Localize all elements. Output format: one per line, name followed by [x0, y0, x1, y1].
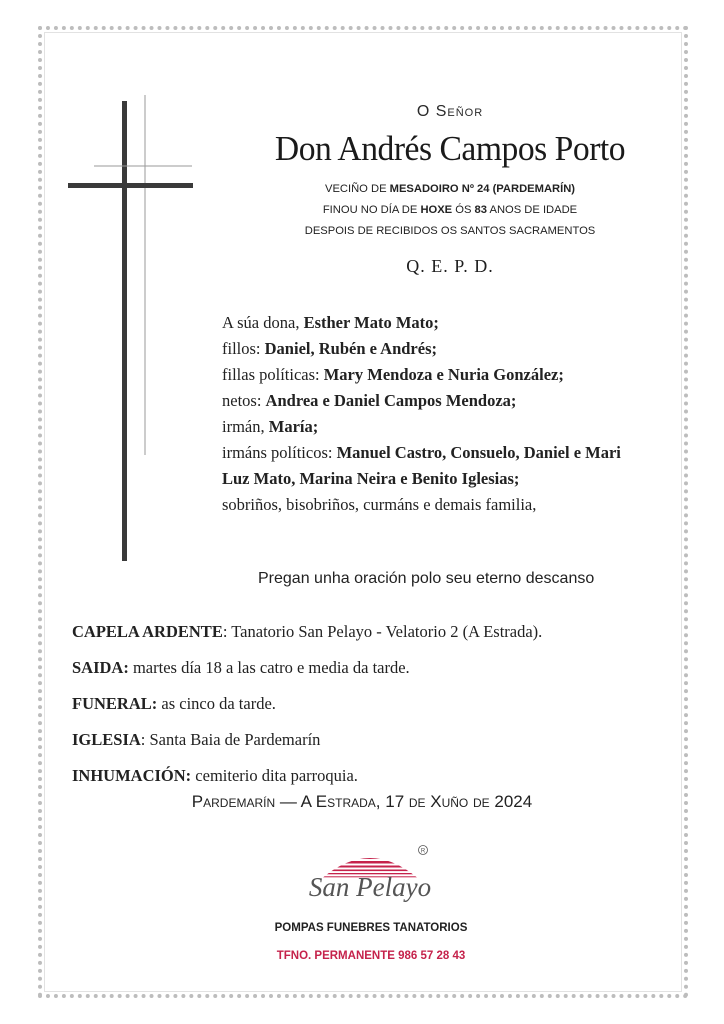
company-tagline: POMPAS FUNEBRES TANATORIOS [274, 922, 468, 934]
family-list [222, 310, 682, 518]
event-row: INHUMACIÓN: cemiterio dita parroquia. [72, 766, 358, 785]
family-line: netos: Andrea e Daniel Campos Mendoza; [222, 391, 517, 410]
info-block [240, 179, 660, 242]
registered-mark: R [420, 848, 426, 855]
family-line: irmán, María; [222, 417, 319, 436]
place-date: Pardemarín — A Estrada, 17 de Xuño de 2024 [191, 792, 533, 811]
info-line-residence: VECIÑO DE MESADOIRO Nº 24 (PARDEMARÍN) [324, 183, 576, 195]
events-list [72, 620, 542, 800]
cross-icon [60, 95, 200, 565]
family-line: fillas políticas: Mary Mendoza e Nuria González; [222, 365, 564, 384]
family-line: A súa dona, Esther Mato Mato; [222, 313, 439, 332]
qepd: Q. E. P. D. [406, 256, 494, 276]
deceased-name: Don Andrés Campos Porto [274, 129, 626, 168]
family-line: Luz Mato, Marina Neira e Benito Iglesias; [222, 469, 520, 488]
event-row: IGLESIA: Santa Baia de Pardemarín [72, 730, 321, 749]
family-line: fillos: Daniel, Rubén e Andrés; [222, 339, 437, 358]
family-line: irmáns políticos: Manuel Castro, Consuelo, Daniel e Mari [222, 443, 621, 462]
event-row: SAIDA: martes día 18 a las catro e media da tarde. [72, 658, 410, 677]
event-row: FUNERAL: as cinco da tarde. [72, 694, 276, 713]
info-line-sacraments: DESPOIS DE RECIBIDOS OS SANTOS SACRAMENTOS [304, 225, 596, 237]
logo-text: San Pelayo [308, 872, 432, 902]
event-row: CAPELA ARDENTE: Tanatorio San Pelayo - Velatorio 2 (A Estrada). [72, 622, 543, 641]
phone-number: TFNO. PERMANENTE 986 57 28 43 [276, 950, 466, 962]
san-pelayo-logo-icon [300, 840, 440, 908]
header-block [240, 103, 660, 277]
family-line: sobriños, bisobriños, curmáns e demais familia, [222, 495, 537, 514]
prayer-line: Pregan unha oración polo seu eterno descanso [258, 570, 595, 587]
pre-title: O Señor [416, 103, 484, 120]
info-line-age: FINOU NO DÍA DE HOXE ÓS 83 ANOS DE IDADE [322, 204, 578, 216]
